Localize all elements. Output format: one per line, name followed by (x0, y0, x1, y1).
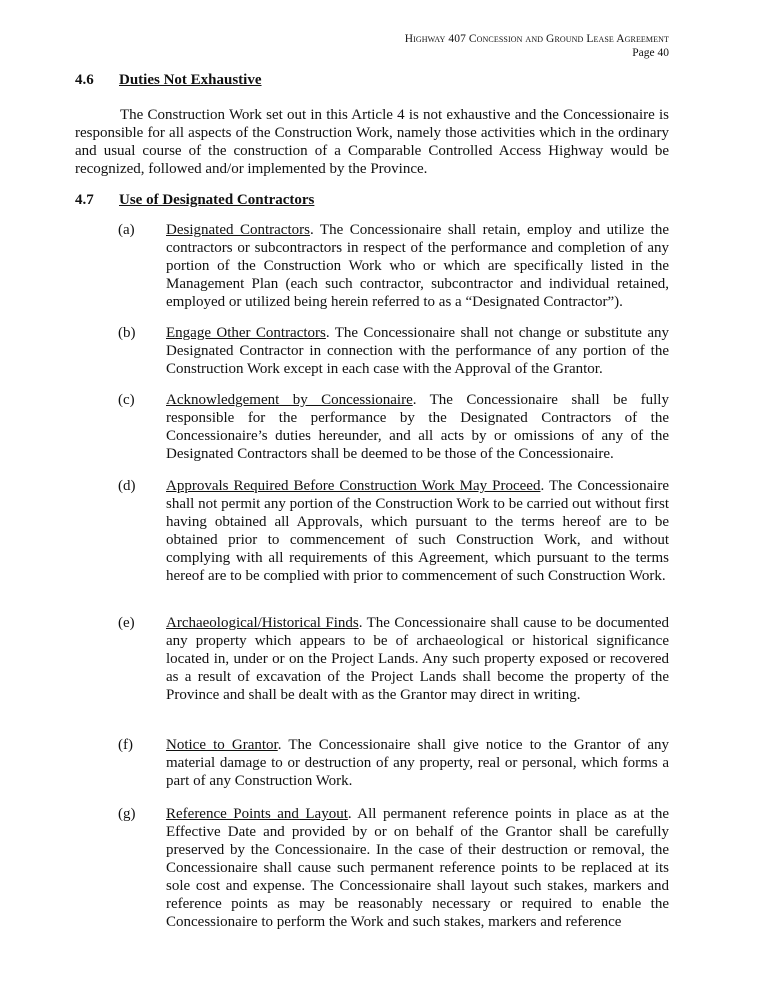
clause-heading: Designated Contractors (166, 222, 310, 238)
clause-label: (d) (118, 478, 136, 494)
clause-e (118, 614, 669, 704)
clause-label: (b) (118, 325, 136, 341)
clause-heading: Reference Points and Layout (166, 806, 348, 822)
clause-heading: Approvals Required Before Construction Work May Proceed (166, 478, 541, 494)
clause-text: . All permanent reference points in place as at the Effective Date and provided by or on behalf of the Grantor shall be carefully preserved by the Concessionaire. In the case of their destruction or removal, the Concessionaire shall cause such permanent reference points to be replaced at its sole cost and expense. The Concessionaire shall layout such stakes, markers and reference points as may be reasonably necessary or required to enable the Concessionaire to perform the Work and such stakes, markers and reference (166, 806, 669, 930)
section-title: Use of Designated Contractors (119, 192, 315, 208)
page-number: Page 40 (632, 47, 669, 59)
section-4-6-heading (75, 71, 262, 89)
clause-heading: Engage Other Contractors (166, 325, 326, 341)
section-4-7-heading (75, 191, 314, 209)
page-header (405, 32, 669, 60)
clause-label: (e) (118, 615, 135, 631)
clause-heading: Archaeological/Historical Finds (166, 615, 359, 631)
clause-a (118, 221, 669, 311)
clause-text: . The Concessionaire shall not permit any portion of the Construction Work to be carried out without first having obtained all Approvals, which pursuant to the terms hereof are to be obtained prior to commencement of such Construction Work, and without complying with all requirements of this Agreement, which pursuant to the terms hereof are to be complied with prior to commencement of such Construction Work. (166, 478, 669, 584)
clause-body (166, 221, 669, 311)
header-title: Highway 407 Concession and Ground Lease Agreement (404, 33, 669, 45)
clause-text: . The Concessionaire shall be fully responsible for the performance by the Designated Contractors of the Concessionaire’s duties hereunder, and all acts by or omissions of any of the Designated Contractors shall be deemed to be those of the Concessionaire. (166, 392, 669, 462)
section-title: Duties Not Exhaustive (119, 72, 262, 88)
section-number: 4.6 (75, 72, 94, 88)
clause-heading: Notice to Grantor (166, 737, 278, 753)
clause-label: (c) (118, 392, 135, 408)
clause-text: . The Concessionaire shall cause to be documented any property which appears to be of archaeological or historical significance located in, under or on the Project Lands. Any such property exposed or recovered as a result of excavation of the Project Lands shall become the property of the Province and shall be dealt with as the Grantor may direct in writing. (166, 615, 669, 703)
clause-text: . The Concessionaire shall give notice to the Grantor of any material damage to or destruction of any property, real or personal, which forms a part of any Construction Work. (166, 737, 669, 789)
section-4-6-paragraph: The Construction Work set out in this Article 4 is not exhaustive and the Concessionaire is responsible for all aspects of the Construction Work, namely those activities which in the ordinary and usual course of the construction of a Comparable Controlled Access Highway would be recognized, followed and/or implemented by the Province. (75, 107, 669, 177)
section-number: 4.7 (75, 192, 94, 208)
clause-g (118, 805, 669, 931)
clause-body (166, 477, 669, 585)
clause-b (118, 324, 669, 378)
clause-body (166, 736, 669, 790)
clause-text: . The Concessionaire shall retain, employ and utilize the contractors or subcontractors in respect of the performance and completion of any portion of the Construction Work who or which are specifically listed in the Management Plan (each such contractor, subcontractor and individual retained, employed or utilized being herein referred to as a “Designated Contractor”). (166, 222, 669, 310)
clause-body (166, 805, 669, 931)
clause-d (118, 477, 669, 585)
clause-label: (f) (118, 737, 133, 753)
clause-label: (g) (118, 806, 136, 822)
clause-text: . The Concessionaire shall not change or substitute any Designated Contractor in connection with the performance of any portion of the Construction Work except in each case with the Approval of the Grantor. (166, 325, 669, 377)
clause-body (166, 614, 669, 704)
clause-c (118, 391, 669, 463)
clause-heading: Acknowledgement by Concessionaire (166, 392, 413, 408)
clause-body (166, 391, 669, 463)
clause-body (166, 324, 669, 378)
clause-label: (a) (118, 222, 135, 238)
clause-f (118, 736, 669, 790)
